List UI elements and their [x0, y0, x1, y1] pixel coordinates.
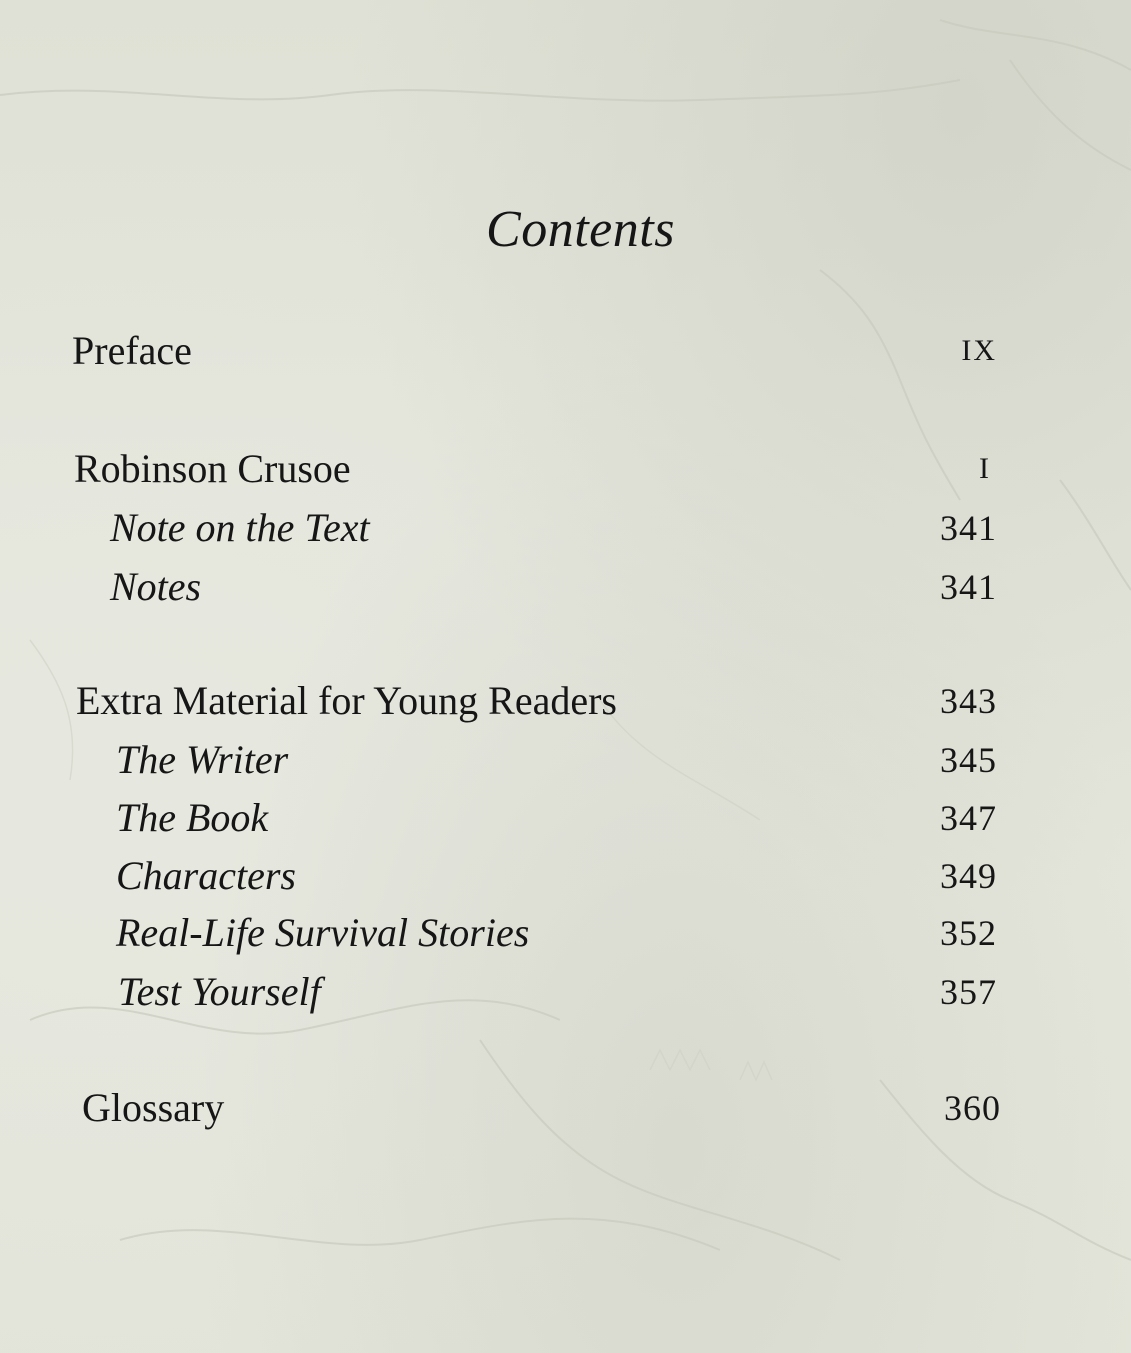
- toc-entry-robinson-crusoe[interactable]: [0, 444, 1131, 494]
- toc-entry-label: The Book: [116, 795, 269, 840]
- toc-entry-the-writer[interactable]: [0, 735, 1131, 785]
- toc-entry-characters[interactable]: [0, 851, 1131, 901]
- toc-page-number: 341: [940, 508, 997, 548]
- toc-entry-label: Preface: [72, 328, 192, 373]
- toc-page-number: 360: [944, 1088, 1001, 1128]
- toc-page-number: 343: [940, 681, 997, 721]
- toc-entry-preface[interactable]: [0, 326, 1131, 376]
- toc-entry-label: Real-Life Survival Stories: [116, 910, 530, 955]
- toc-entry-label: Test Yourself: [118, 969, 321, 1014]
- toc-page-number: 352: [940, 913, 997, 953]
- toc-entry-note-on-the-text[interactable]: [0, 503, 1131, 553]
- toc-entry-label: Robinson Crusoe: [74, 446, 351, 491]
- toc-entry-label: Extra Material for Young Readers: [76, 678, 617, 723]
- toc-entry-label: The Writer: [116, 737, 289, 782]
- toc-page-number: 345: [940, 740, 997, 780]
- toc-entry-label: Glossary: [82, 1085, 225, 1130]
- contents-heading: Contents: [486, 201, 675, 258]
- toc-entry-label: Note on the Text: [110, 505, 370, 550]
- toc-entry-notes[interactable]: [0, 562, 1131, 612]
- toc-entry-test-yourself[interactable]: [0, 967, 1131, 1017]
- toc-entry-real-life-survival-stories[interactable]: [0, 908, 1131, 958]
- toc-page-number: IX: [961, 334, 997, 367]
- toc-page-number: 357: [940, 972, 997, 1012]
- toc-entry-label: Notes: [110, 564, 202, 609]
- toc-page-number: I: [979, 452, 991, 485]
- toc-page-number: 341: [940, 567, 997, 607]
- toc-entry-extra-material[interactable]: [0, 676, 1131, 726]
- toc-entry-label: Characters: [116, 853, 296, 898]
- toc-page-number: 349: [940, 856, 997, 896]
- toc-page-number: 347: [940, 798, 997, 838]
- toc-entry-the-book[interactable]: [0, 793, 1131, 843]
- toc-entry-glossary[interactable]: [0, 1083, 1131, 1133]
